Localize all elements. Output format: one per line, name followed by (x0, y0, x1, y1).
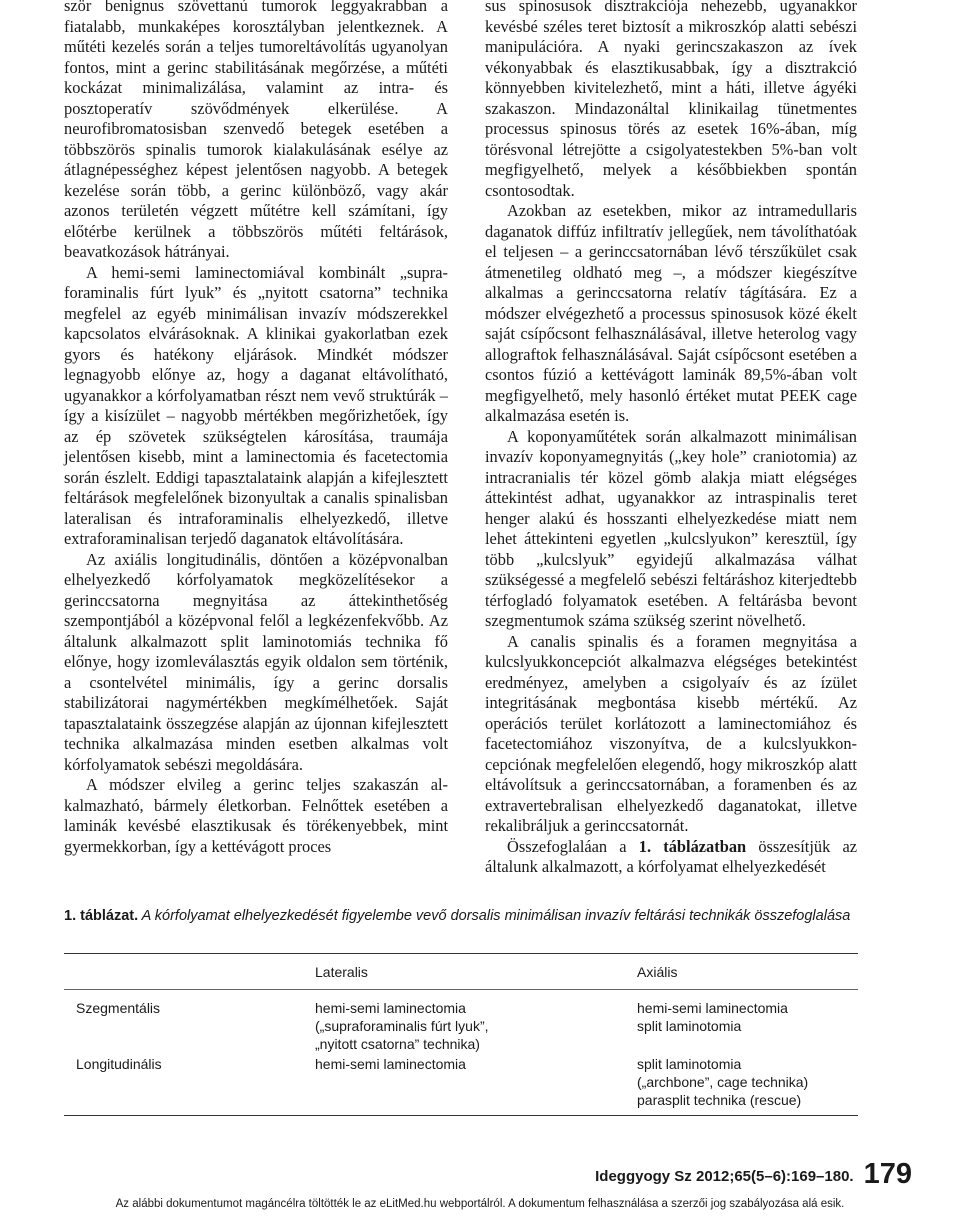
body-paragraph: Azokban az esetekben, mikor az intramedullaris daganatok diffúz infiltratív jellegűek, nem távolíthatóak el teljesen – a gerinccsatornában lévő térszűkület csak átmenetileg oldható meg –, a módszer kiegészítve alkalmas a gerinccsatorna relatív tágítására. Ez a módszer elvégezhető a processus spinosusok közé ékelt saját csípőcsont felhasználásával, illetve heterolog vagy allograftok felhasználásával. Saját csípőcsont esetében a csontos fúzió a kettévágott laminák 89,5%-ában volt megfigyelhető, mely hasonló értéket mutat PEEK cage alkalmazása esetén is. (485, 201, 857, 425)
table-cell-line: („archbone”, cage technika) (637, 1074, 809, 1090)
table-cell-line: hemi-semi laminectomia (315, 1056, 466, 1072)
table-header-cell: Axiális (637, 964, 678, 980)
body-paragraph: A hemi-semi laminectomiával kombinált „supraforaminalis fúrt lyuk” és „nyitott csatorna” technika megfelel az egyéb minimálisan invazív módszerekkel kapcsolatos elvárásoknak. A klinikai gyakorlatban ezek gyors és hatékony eljárások. Mindkét módszer legnagyobb előnye az, hogy a daganat eltávolítható, ugyanakkor a kórfolyamatban részt nem vevő struktúrák – így a kisízület – nagyobb mértékben megőrizhetőek, így az ép szövetek szükségtelen károsítása, traumája jelentősen kisebb, mint a laminectomia és facetectomia során észlelt. Eddigi tapasztalataink alapján a kifejlesztett feltárások megfelelőnek bizonyultak a canalis spinalisban lateralisan és intraforaminalis elhelyezkedő, illetve extraforaminalisan terjedő daganatok eltávolítására. (64, 262, 448, 548)
table-cell (315, 999, 637, 1055)
journal-reference: Ideggyogy Sz 2012;65(5–6):169–180. (595, 1168, 854, 1185)
table-caption (64, 906, 854, 926)
table-header-cell: Lateralis (315, 964, 368, 980)
summary-paragraph (485, 837, 857, 878)
body-paragraph: Az axiális longitudinális, döntően a középvonalban elhelyezkedő kórfolyamatok megközelítésekor a gerinccsatorna megnyitása az áttekinthetőség szempontjából a középvonal felől a legkézenfekvőbb. Az általunk alkalmazott split laminotomiás technika fő előnye, hogy izomleválasztás egyik oldalon sem történik, a csontelvétel minimális, így a gerinc dorsalis stabilizátorai nagymértékben megkímélhetőek. Saját tapasztalataink összegzése alapján az újonnan kifejlesztett technika alkalmazása minden esetben alkalmas volt kórfolyamatok sebészi megoldására. (64, 549, 448, 774)
table-cell (315, 1055, 637, 1116)
table-cell-line: parasplit technika (rescue) (637, 1092, 802, 1108)
table-header-row (64, 954, 858, 990)
body-paragraph: A koponyaműtétek során alkalmazott minimálisan invazív koponyamegnyitás („key hole” craniotomia) az intracranialis tér közel gömb alakja miatt elégséges áttekintést adhat, ugyanakkor az intraspinalis teret henger alakú és hosszanti elhelyezkedése miatt nem lehet áttekinteni egyetlen „kulcslyukon” keresztül, így több „kulcslyuk” egyidejű alkalmazása válhat szükségessé a megfelelő sebészi feltáráshoz kiterjedtebb térfogladó folyamatok esetében. A feltárásba bevont szegmentumok száma szükség szerint növelhető. (485, 426, 857, 630)
table-cell-line: „nyitott csatorna” technika) (315, 1036, 480, 1052)
table-cell (637, 999, 858, 1055)
table-cell-line: hemi-semi laminectomia (637, 1000, 788, 1016)
body-paragraph: A canalis spinalis és a foramen megnyitása a kulcslyukkoncepciót alkalmazva elégséges betekintést eredményez, amelyben a csigolyaív és az ízület integritásának megbontása kisebb mértékű. Az operációs terület korlátozott a laminectomiához és facetectomiához viszonyítva, de a kulcslyukkoncepciónak megfelelően elegendő, hogy mikroszkóp alatt eltávolítsuk a gerinccsatornában, a foramenben és az extravertebralisan elhelyezkedő daganatokat, illetve rekalibráljuk a gerinccsatornát. (485, 631, 857, 835)
summary-text-before: Összefoglaláan a (507, 836, 639, 856)
table-caption-label: 1. táblázat. (64, 908, 139, 924)
table-cell-line: hemi-semi laminectomia (315, 1000, 466, 1016)
table-cell-line: („supraforaminalis fúrt lyuk”, (315, 1018, 489, 1034)
right-text-column (485, 0, 857, 878)
table-reference: 1. táblázatban (638, 836, 747, 856)
table-row (64, 999, 858, 1055)
table-caption-text: A kórfolyamat elhelyezkedését figyelembe vevő dorsalis minimálisan invazív feltárási technikák összefoglalása (138, 908, 851, 924)
summary-text-after: összesítjük az általunk alkalmazott, a kórfolyamat elhelyezkedését (485, 836, 858, 876)
table-row (64, 1055, 858, 1116)
table-cell-line: split laminotomia (637, 1056, 742, 1072)
body-paragraph: ször benignus szövettanú tumorok leggyakrabban a fiatalabb, munkaképes korosztályban jelentkeznek. A műtéti kezelés során a teljes tumoreltávolítás ugyanolyan fontos, mint a gerinc stabilitásának megőrzése, a műtéti kockázat minimalizálása, valamint az intra- és posztoperatív szövődmények elkerülése. A neurofibromatosisban szenvedő betegek esetében a többszörös spinalis tumorok kialakulásának esélye az átlagnépességhez képest jelentősen nagyobb. A betegek kezelése során több, a gerinc különböző, vagy akár azonos területén végzett műtétre kell számítani, így előtérbe kerülnek a többszörös műtéti feltárások, beavatkozások hátrányai. (64, 0, 448, 261)
techniques-table (64, 953, 858, 1116)
table-row-label: Szegmentális (76, 1000, 161, 1016)
table-row-label: Longitudinális (76, 1056, 162, 1072)
body-paragraph: sus spinosusok disztrakciója nehezebb, ugyanakkor kevésbé széles teret biztosít a mikroszkóp alatti sebészi manipulációra. A nyaki gerincszakaszon az ívek vékonyabbak és elasztikusabbak, így a disztrakció könnyebben kivitelezhető, mint a háti, illetve ágyéki szakaszon. Mindazonáltal klinikailag tünetmentes processus spinosus törés az esetek 16%-ában, míg törésvonal létrejötte a csigolyatestekben 5%-ban volt megfigyelhető, melyek a későbbiekben spontán csontosodtak. (485, 0, 857, 200)
table-cell-line: split laminotomia (637, 1018, 742, 1034)
page-number: 179 (863, 1158, 912, 1190)
body-paragraph: A módszer elvileg a gerinc teljes szakaszán alkalmazható, bármely életkorban. Felnőttek esetében a laminák kevésbé elasztikusak és törékenyebbek, mint gyermekkorban, így a kettévágott proces (64, 775, 448, 856)
left-text-column (64, 0, 448, 857)
journal-info (595, 1158, 912, 1191)
table-header-cell (64, 954, 315, 990)
table-cell (637, 1055, 858, 1116)
download-notice: Az alábbi dokumentumot magáncélra töltötték le az eLitMed.hu webportálról. A dokumentum felhasználása a szerzői jog szabályozása alá esik. (115, 1198, 845, 1210)
